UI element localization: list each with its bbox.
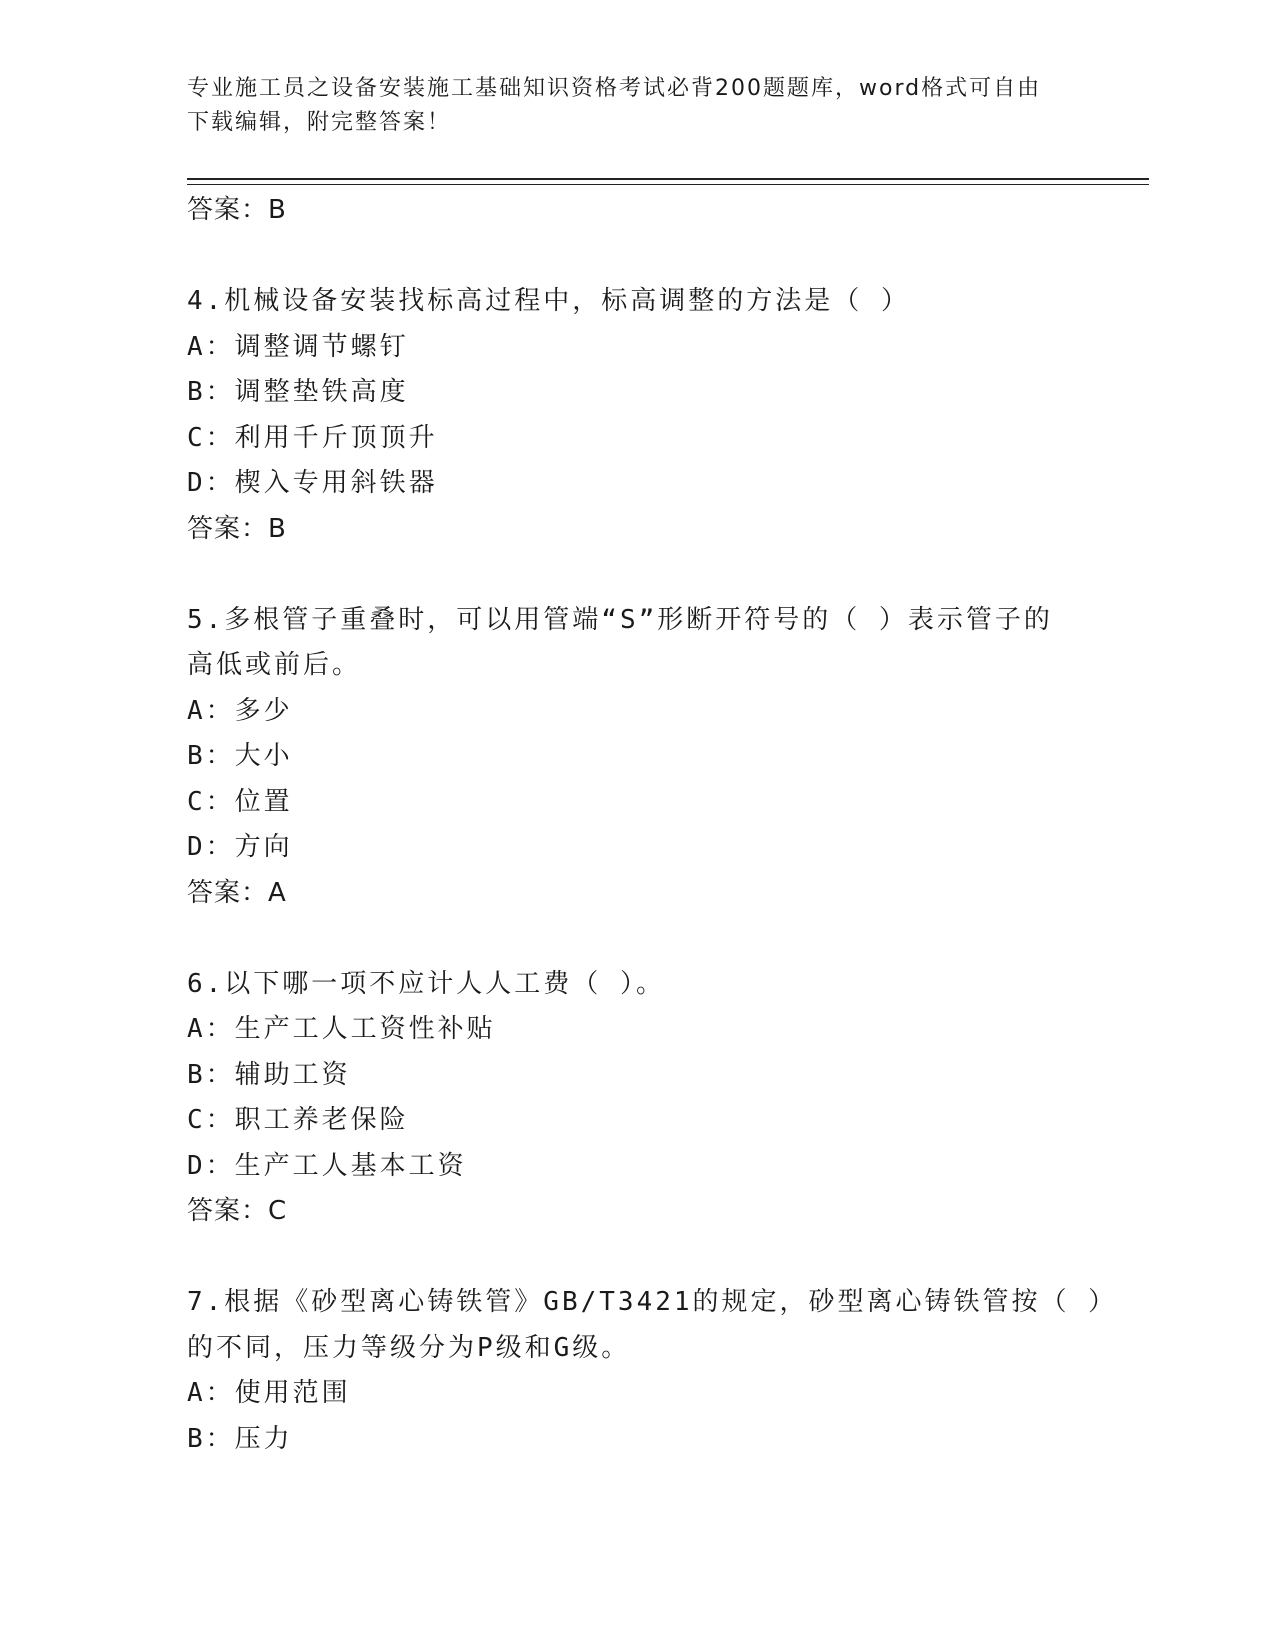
question-stem: 5.多根管子重叠时，可以用管端“S”形断开符号的（ ）表示管子的: [187, 604, 1053, 635]
option-b: B：压力: [187, 1423, 293, 1454]
question-stem: 4.机械设备安装找标高过程中，标高调整的方法是（ ）: [187, 286, 910, 316]
option-d: D：生产工人基本工资: [187, 1150, 467, 1181]
question-stem: 6.以下哪一项不应计人人工费（ ）。: [187, 968, 665, 999]
question-stem-continued: 高低或前后。: [187, 650, 362, 680]
option-a: A：调整调节螺钉: [187, 331, 409, 362]
question-stem: 7.根据《砂型离心铸铁管》GB/T3421的规定，砂型离心铸铁管按（ ）: [187, 1287, 1118, 1317]
document-body: [187, 188, 1118, 1462]
option-b: B：调整垫铁高度: [187, 377, 409, 407]
option-b: B：大小: [187, 741, 293, 771]
option-d: D：楔入专用斜铁器: [187, 468, 438, 498]
option-a: A：使用范围: [187, 1378, 351, 1408]
answer: 答案：B: [187, 513, 287, 544]
header-divider-thick: [187, 178, 1149, 180]
header-line-1: 专业施工员之设备安装施工基础知识资格考试必背200题题库，word格式可自由: [187, 76, 1042, 101]
question-5: [187, 598, 1087, 917]
answer: 答案：C: [187, 1196, 288, 1226]
document-header: [187, 72, 1067, 140]
option-b: B：辅助工资: [187, 1059, 351, 1090]
option-a: A：多少: [187, 695, 293, 726]
answer: 答案：A: [187, 877, 287, 908]
option-c: C：利用千斤顶顶升: [187, 422, 438, 453]
question-stem-continued: 的不同，压力等级分为P级和G级。: [187, 1332, 631, 1363]
question-7: [187, 1280, 1118, 1462]
question-6: [187, 962, 1087, 1235]
option-c: C：职工养老保险: [187, 1105, 409, 1135]
question-4: [187, 279, 1087, 552]
option-c: C：位置: [187, 786, 293, 817]
previous-answer: 答案：B: [187, 195, 287, 225]
option-a: A：生产工人工资性补贴: [187, 1014, 496, 1044]
header-line-2: 下载编辑，附完整答案！: [187, 110, 452, 135]
header-divider-thin: [187, 184, 1149, 185]
option-d: D：方向: [187, 832, 293, 862]
